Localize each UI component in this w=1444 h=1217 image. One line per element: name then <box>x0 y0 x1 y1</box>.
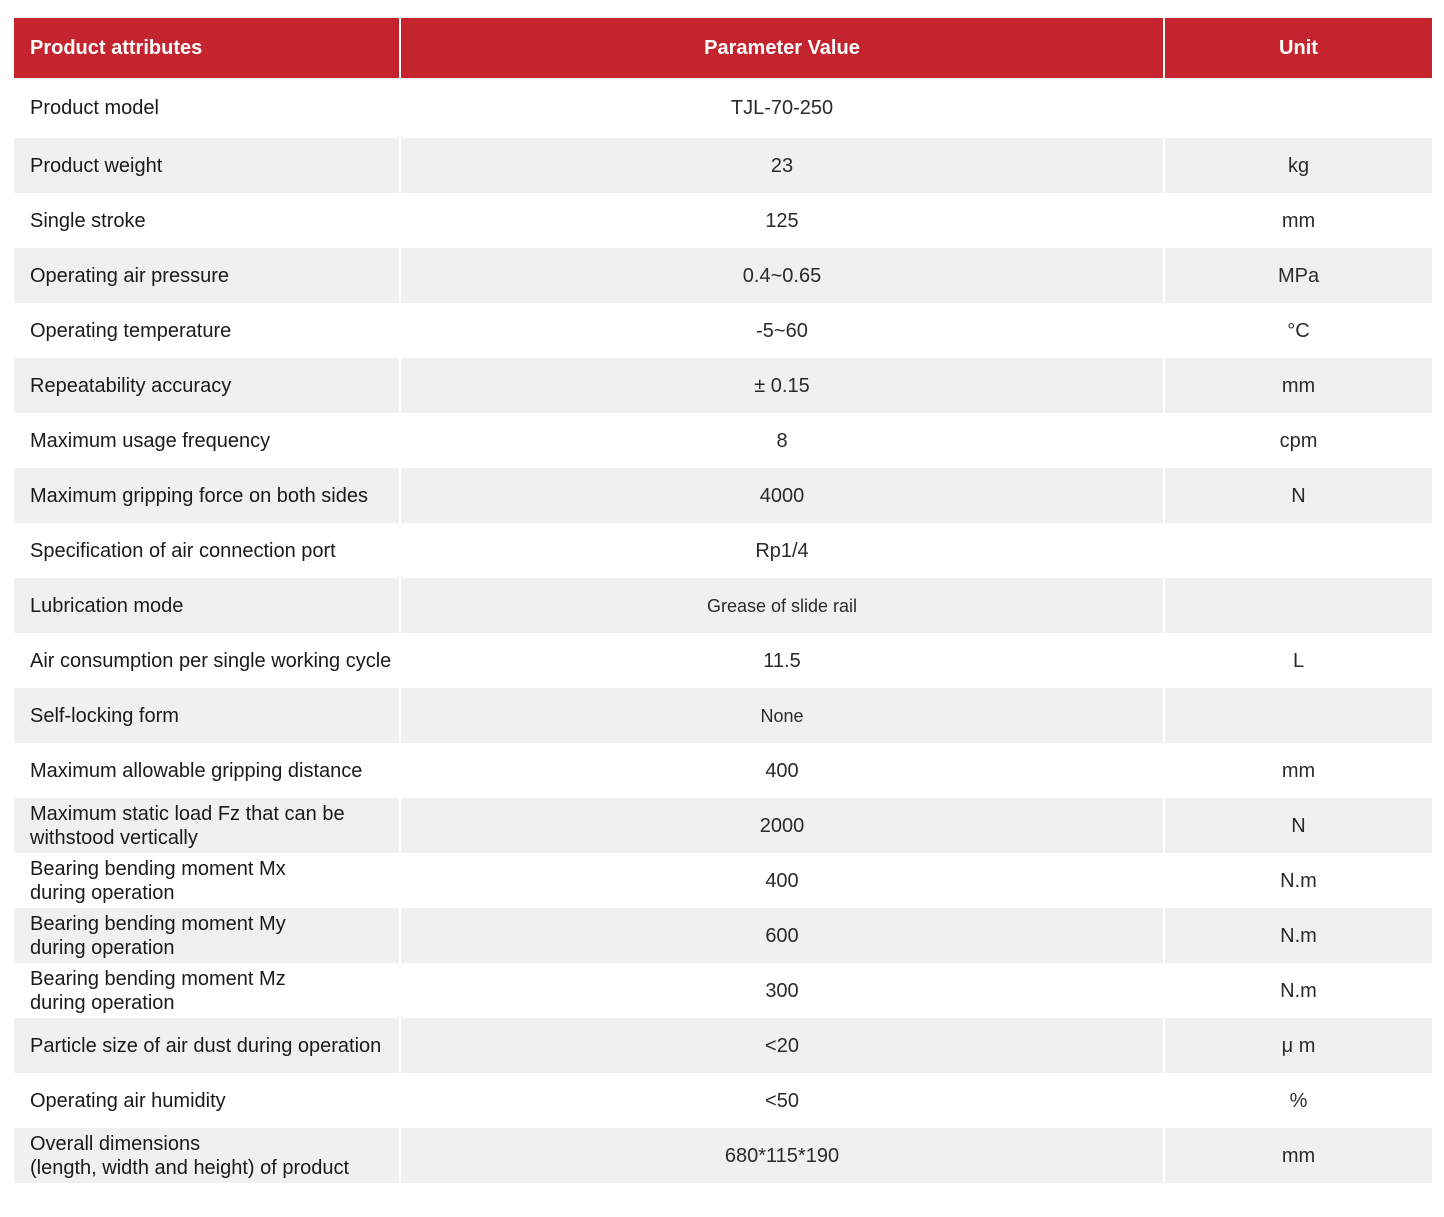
table-row <box>14 78 1432 138</box>
attribute-cell: Maximum allowable gripping distance <box>14 743 400 798</box>
attribute-cell: Self-locking form <box>14 688 400 743</box>
header-parameter-value: Parameter Value <box>400 18 1164 78</box>
table-row <box>14 853 1432 908</box>
unit-cell: μ m <box>1164 1018 1432 1073</box>
attribute-cell: Overall dimensions (length, width and height) of product <box>14 1128 400 1183</box>
value-cell: 680*115*190 <box>400 1128 1164 1183</box>
table-row <box>14 1018 1432 1073</box>
value-cell: 300 <box>400 963 1164 1018</box>
attribute-cell: Operating temperature <box>14 303 400 358</box>
attribute-cell: Operating air pressure <box>14 248 400 303</box>
unit-cell: N.m <box>1164 963 1432 1018</box>
table-row <box>14 1128 1432 1183</box>
unit-cell: % <box>1164 1073 1432 1128</box>
table-row <box>14 248 1432 303</box>
attribute-cell: Bearing bending moment My during operation <box>14 908 400 963</box>
unit-cell: mm <box>1164 358 1432 413</box>
attribute-cell: Maximum static load Fz that can be withstood vertically <box>14 798 400 853</box>
unit-cell: N <box>1164 468 1432 523</box>
value-cell: 11.5 <box>400 633 1164 688</box>
value-cell: 125 <box>400 193 1164 248</box>
table-row <box>14 523 1432 578</box>
table-row <box>14 303 1432 358</box>
value-cell: ± 0.15 <box>400 358 1164 413</box>
unit-cell: mm <box>1164 193 1432 248</box>
spec-table <box>14 18 1432 1183</box>
value-cell: Rp1/4 <box>400 523 1164 578</box>
value-cell: None <box>400 688 1164 743</box>
table-row <box>14 358 1432 413</box>
unit-cell: N <box>1164 798 1432 853</box>
table-row <box>14 688 1432 743</box>
unit-cell: N.m <box>1164 908 1432 963</box>
header-row <box>14 18 1432 78</box>
header-product-attributes: Product attributes <box>14 18 400 78</box>
attribute-cell: Specification of air connection port <box>14 523 400 578</box>
table-row <box>14 578 1432 633</box>
table-body <box>14 78 1432 1183</box>
unit-cell: L <box>1164 633 1432 688</box>
value-cell: <20 <box>400 1018 1164 1073</box>
value-cell: <50 <box>400 1073 1164 1128</box>
table-row <box>14 1073 1432 1128</box>
table-row <box>14 413 1432 468</box>
table-row <box>14 963 1432 1018</box>
attribute-cell: Single stroke <box>14 193 400 248</box>
attribute-cell: Air consumption per single working cycle <box>14 633 400 688</box>
table-row <box>14 138 1432 193</box>
table-row <box>14 633 1432 688</box>
unit-cell <box>1164 523 1432 578</box>
value-cell: TJL-70-250 <box>400 78 1164 138</box>
unit-cell: kg <box>1164 138 1432 193</box>
value-cell: 0.4~0.65 <box>400 248 1164 303</box>
attribute-cell: Bearing bending moment Mx during operation <box>14 853 400 908</box>
header-unit: Unit <box>1164 18 1432 78</box>
attribute-cell: Repeatability accuracy <box>14 358 400 413</box>
attribute-cell: Product weight <box>14 138 400 193</box>
value-cell: 600 <box>400 908 1164 963</box>
attribute-cell: Particle size of air dust during operation <box>14 1018 400 1073</box>
table-header <box>14 18 1432 78</box>
attribute-cell: Bearing bending moment Mz during operation <box>14 963 400 1018</box>
value-cell: -5~60 <box>400 303 1164 358</box>
unit-cell: mm <box>1164 1128 1432 1183</box>
value-cell: 4000 <box>400 468 1164 523</box>
unit-cell <box>1164 688 1432 743</box>
unit-cell: mm <box>1164 743 1432 798</box>
attribute-cell: Maximum gripping force on both sides <box>14 468 400 523</box>
unit-cell: °C <box>1164 303 1432 358</box>
attribute-cell: Maximum usage frequency <box>14 413 400 468</box>
table-row <box>14 908 1432 963</box>
attribute-cell: Product model <box>14 78 400 138</box>
unit-cell: cpm <box>1164 413 1432 468</box>
attribute-cell: Operating air humidity <box>14 1073 400 1128</box>
value-cell: 8 <box>400 413 1164 468</box>
unit-cell <box>1164 78 1432 138</box>
value-cell: 2000 <box>400 798 1164 853</box>
table-row <box>14 743 1432 798</box>
value-cell: 400 <box>400 743 1164 798</box>
table-row <box>14 798 1432 853</box>
value-cell: Grease of slide rail <box>400 578 1164 633</box>
value-cell: 400 <box>400 853 1164 908</box>
table-row <box>14 468 1432 523</box>
value-cell: 23 <box>400 138 1164 193</box>
attribute-cell: Lubrication mode <box>14 578 400 633</box>
unit-cell <box>1164 578 1432 633</box>
unit-cell: N.m <box>1164 853 1432 908</box>
table-row <box>14 193 1432 248</box>
unit-cell: MPa <box>1164 248 1432 303</box>
